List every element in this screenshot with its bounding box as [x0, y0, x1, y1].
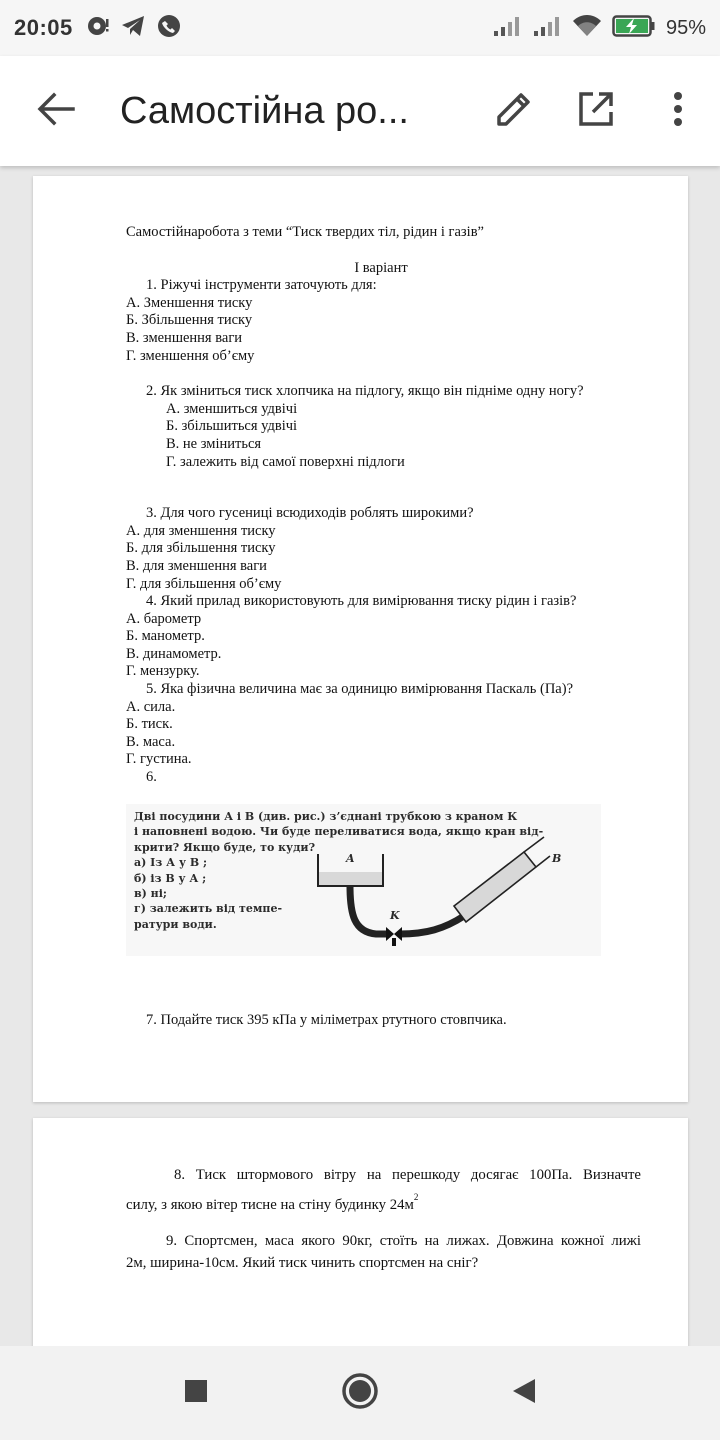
q3-option: В. для зменшення ваги [126, 557, 267, 574]
q2-option: Б. збільшиться удвічі [166, 418, 298, 435]
figure-line: Дві посудини А і В (див. рис.) з’єднані трубкою з краном К [134, 810, 518, 823]
q3-option: Б. для збільшення тиску [126, 540, 276, 557]
recents-button[interactable] [164, 1361, 228, 1425]
q3-option: А. для зменшення тиску [126, 522, 276, 539]
battery-percent: 95% [665, 16, 706, 39]
q4-option: В. динамометр. [126, 645, 222, 662]
document-page-2 [33, 1118, 688, 1348]
screen-record-icon [87, 15, 109, 42]
q2-option: А. зменшиться удвічі [166, 400, 298, 417]
question-1: 1. Ріжучі інструменти заточують для: [146, 277, 377, 294]
figure-line: ратури води. [134, 917, 217, 931]
app-bar [0, 56, 720, 166]
edit-button[interactable] [482, 79, 546, 143]
figure-line: г) залежить від темпе- [134, 902, 283, 916]
figure-line: б) із В у А ; [134, 871, 207, 885]
question-7: 7. Подайте тиск 395 кПа у міліметрах ртутного стовпчика. [146, 1012, 507, 1028]
question-9-line2: 2м, ширина-10см. Який тиск чинить спортсмен на сніг? [126, 1255, 479, 1271]
edit-pencil-icon [495, 90, 533, 133]
open-external-button[interactable] [564, 79, 628, 143]
wifi-icon [572, 14, 602, 43]
q5-option: Б. тиск. [126, 716, 173, 733]
q4-option: А. барометр [126, 610, 202, 627]
figure-line: крити? Якщо буде, то куди? [134, 840, 316, 854]
document-title: Самостійнаробота з теми “Тиск твердих тіл, рідин і газів” [126, 224, 484, 240]
navigation-bar [0, 1346, 720, 1440]
q1-option: В. зменшення ваги [126, 329, 243, 346]
signal-icon [492, 15, 522, 42]
telegram-icon [121, 15, 145, 42]
question-3: 3. Для чого гусениці всюдиходів роблять широкими? [146, 505, 474, 522]
figure-line: в) ні; [134, 887, 167, 901]
question-8-line1: 8. Тиск штормового вітру на перешкоду досягає 100Па. Визначте [174, 1167, 641, 1183]
q2-option: В. не зміниться [166, 435, 262, 452]
question-4: 4. Який прилад використовують для вимірювання тиску рідин і газів? [146, 593, 577, 610]
back-button[interactable] [24, 79, 88, 143]
q4-option: Б. манометр. [126, 628, 205, 645]
q2-option: Г. залежить від самої поверхні підлоги [166, 453, 405, 470]
superscript: 2 [413, 1192, 419, 1202]
q1-option: Г. зменшення об’єму [126, 347, 255, 364]
q5-option: В. маса. [126, 733, 176, 750]
q3-option: Г. для збільшення об’єму [126, 575, 282, 592]
label-k: K [390, 909, 400, 922]
recents-square-icon [184, 1379, 208, 1408]
question-5: 5. Яка фізична величина має за одиницю вимірювання Паскаль (Па)? [146, 681, 574, 698]
question-9-line1: 9. Спортсмен, маса якого 90кг, стоїть на лижах. Довжина кожної лижі [166, 1233, 641, 1249]
figure-text [134, 809, 543, 932]
document-body [126, 224, 636, 787]
label-b: B [552, 852, 562, 865]
status-bar [0, 0, 720, 56]
viber-icon [157, 14, 181, 43]
status-time: 20:05 [14, 15, 73, 40]
question-6-figure [126, 804, 601, 956]
app-title: Самостійна ро... [120, 89, 409, 132]
home-circle-icon [341, 1372, 379, 1415]
back-arrow-icon [37, 92, 75, 131]
document-body-2 [126, 1164, 641, 1274]
question-8-line2: силу, з якою вітер тисне на стіну будинку $24м^2$ [126, 1192, 419, 1213]
back-triangle-icon [511, 1377, 537, 1410]
more-vert-icon [672, 91, 684, 132]
variant-heading: І варіант [354, 259, 408, 276]
more-options-button[interactable] [646, 79, 710, 143]
q4-option: Г. мензурку. [126, 663, 200, 680]
figure-line: а) Із А у В ; [134, 856, 208, 870]
q5-option: Г. густина. [126, 751, 192, 768]
q1-option: Б. Збільшення тиску [126, 312, 253, 329]
question-2: 2. Як зміниться тиск хлопчика на підлогу, якщо він підніме одну ногу? [146, 383, 584, 400]
q5-option: А. сила. [126, 698, 176, 715]
figure-line: і наповнені водою. Чи буде переливатися вода, якщо кран від- [134, 825, 544, 839]
home-button[interactable] [328, 1361, 392, 1425]
signal-icon [532, 15, 562, 42]
open-external-icon [577, 90, 615, 133]
q1-option: А. Зменшення тиску [126, 294, 253, 311]
document-page-1 [33, 176, 688, 1102]
back-nav-button[interactable] [492, 1361, 556, 1425]
battery-charging-icon [612, 14, 656, 43]
question-6-number: 6. [146, 769, 157, 786]
label-a: A [346, 852, 355, 865]
